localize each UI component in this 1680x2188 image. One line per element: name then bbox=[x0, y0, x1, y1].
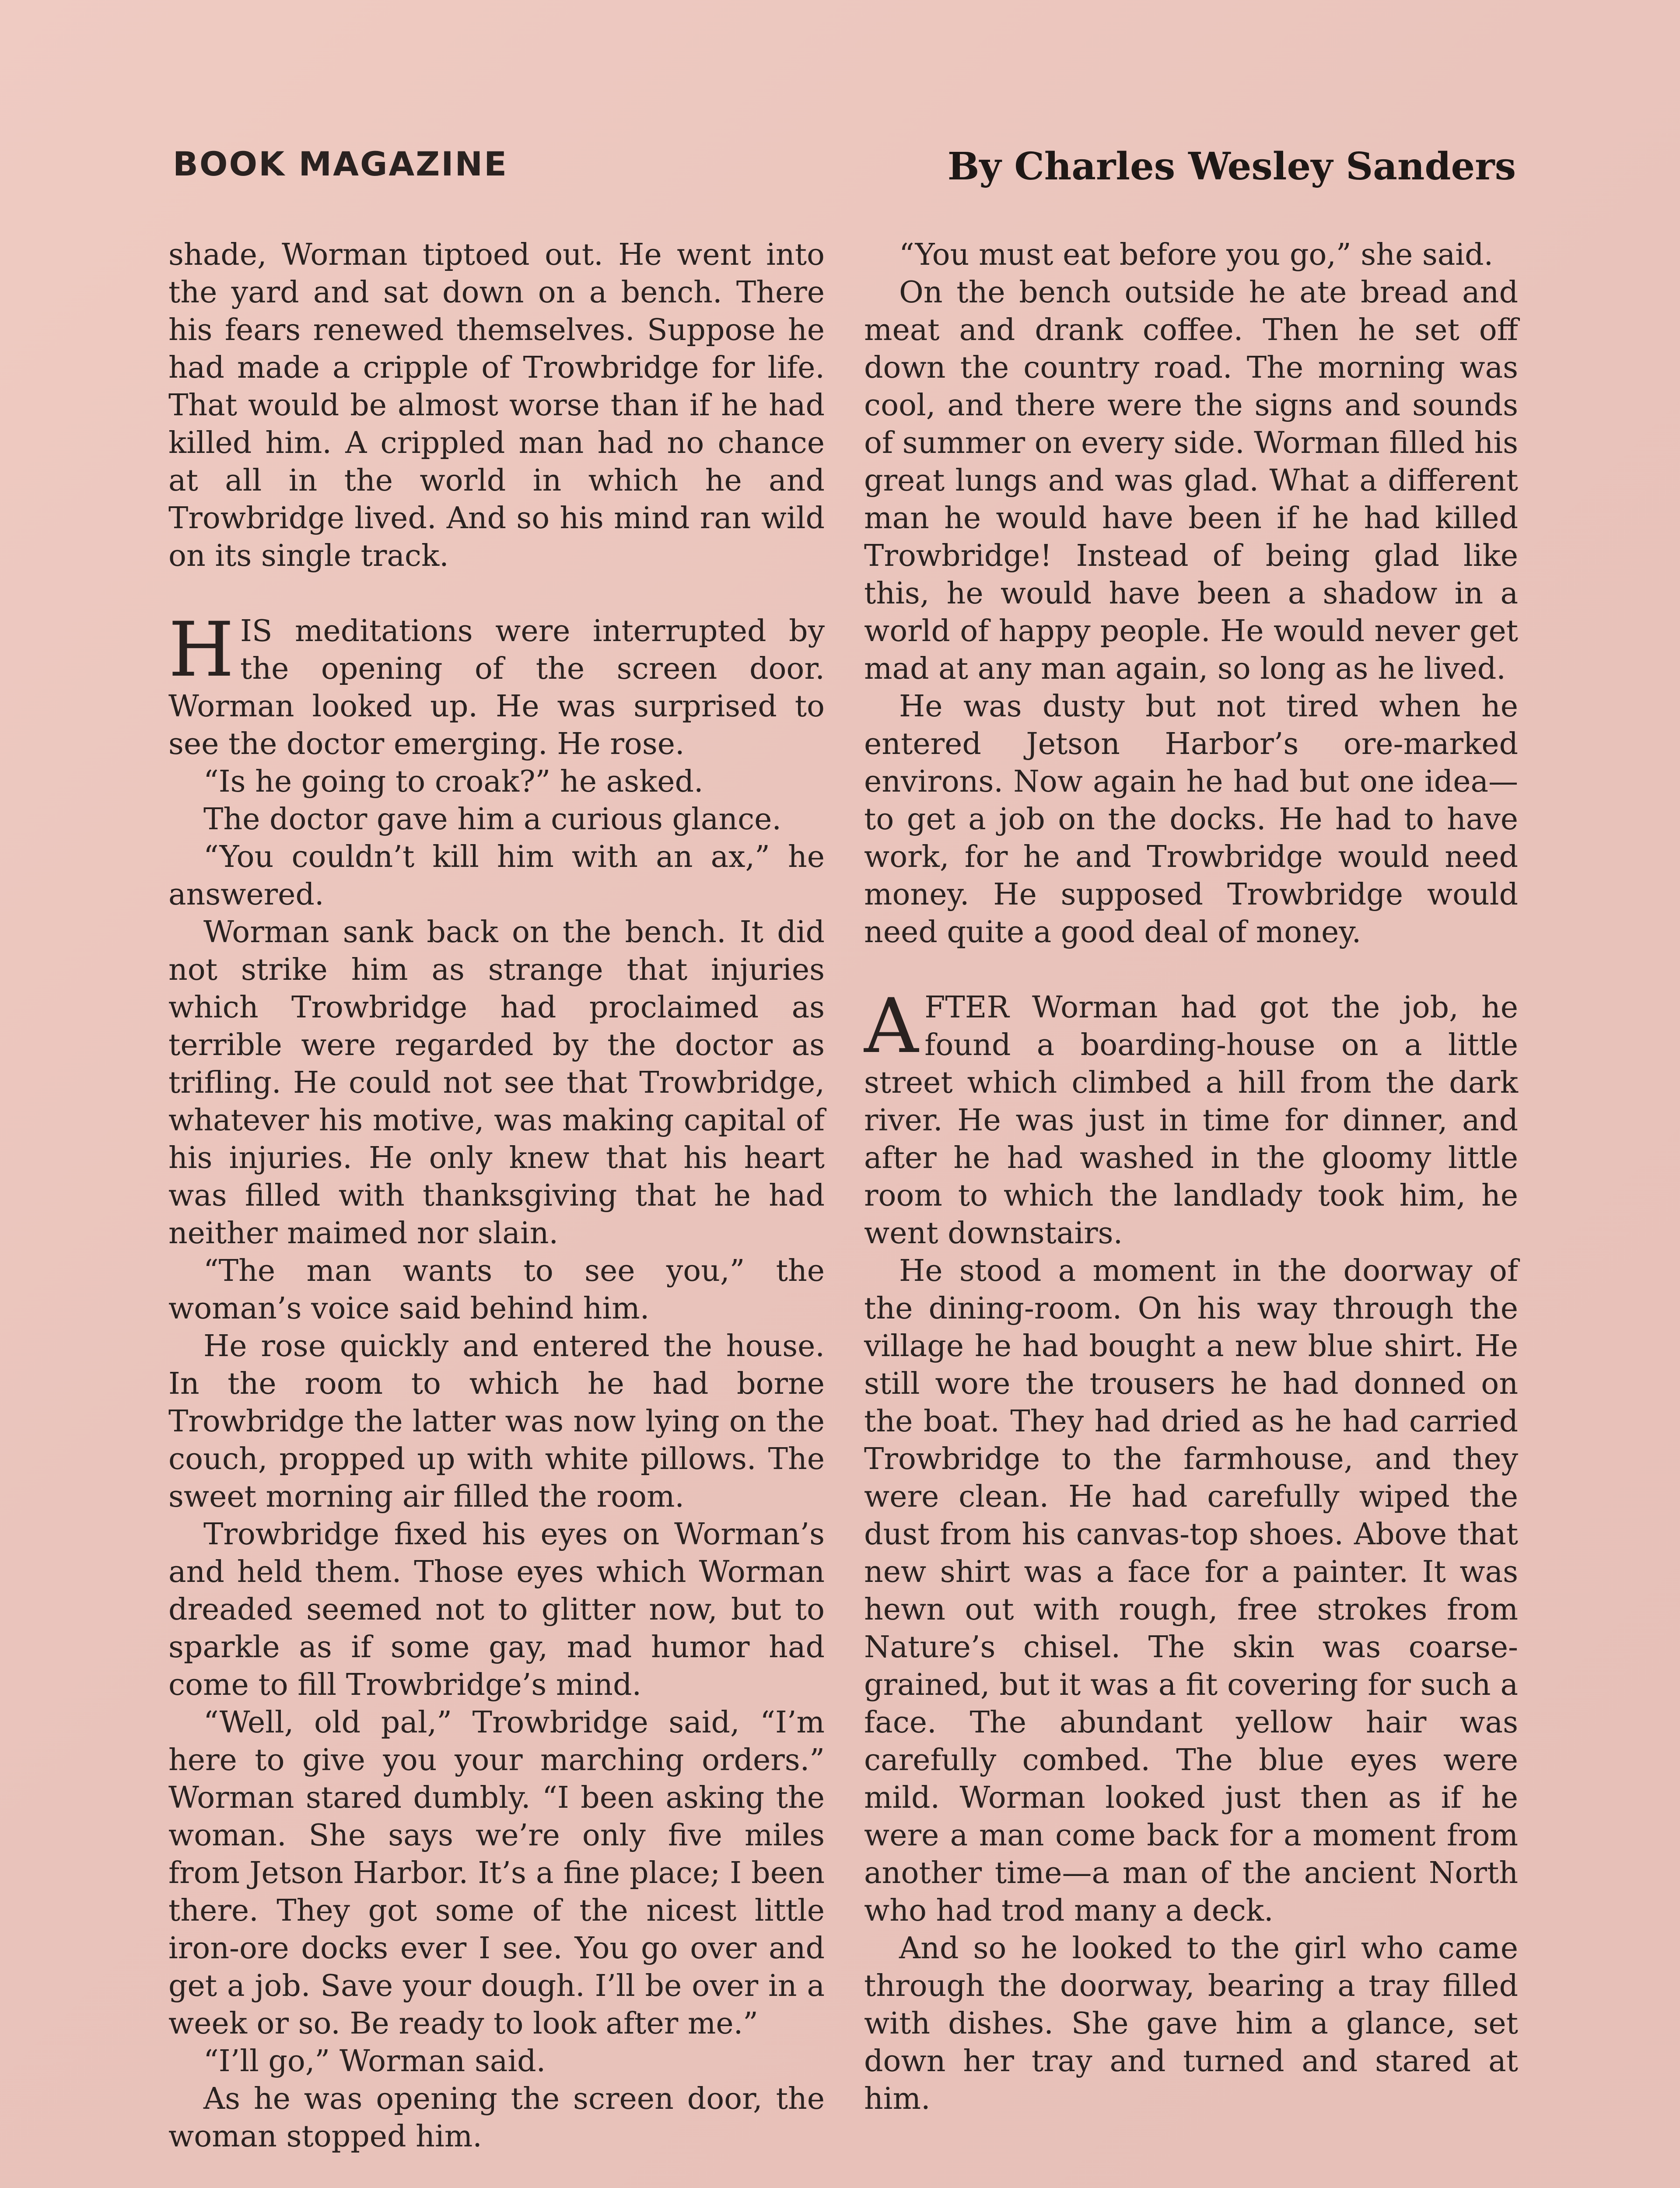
paragraph: “You couldn’t kill him with an ax,” he answered. bbox=[168, 840, 825, 912]
paragraph: Worman sank back on the bench. It did not strike him as strange that injuries which Trowbridge had proclaimed as terrible were regarded by the doctor as trifling. He could not see that Trowbridge, whatever his motive, was making capital of his injuries. He only knew that his heart was filled with thanksgiving that he had neither maimed nor slain. bbox=[168, 915, 825, 1251]
drop-cap: H bbox=[168, 606, 234, 694]
paragraph: He rose quickly and entered the house. In the room to which he had borne Trowbridge the latter was now lying on the couch, propped up with white pillows. The sweet morning air filled the room. bbox=[168, 1329, 825, 1514]
right-column bbox=[864, 236, 1518, 2118]
paragraph: Trowbridge fixed his eyes on Worman’s and held them. Those eyes which Worman dreaded seemed not to glitter now, but to sparkle as if some gay, mad humor had come to fill Trowbridge’s mind. bbox=[168, 1517, 825, 1702]
paragraph: shade, Worman tiptoed out. He went into the yard and sat down on a bench. There his fears renewed themselves. Suppose he had made a cripple of Trowbridge for life. That would be almost worse than if he had killed him. A crippled man had no chance at all in the world in which he and Trowbridge lived. And so his mind ran wild on its single track. bbox=[168, 238, 825, 573]
paragraph-with-dropcap bbox=[864, 982, 1518, 1252]
paragraph: And so he looked to the girl who came through the doorway, bearing a tray filled with dishes. She gave him a glance, set down her tray and turned and stared at him. bbox=[864, 1931, 1518, 2116]
paragraph: “Is he going to croak?” he asked. bbox=[203, 764, 704, 799]
running-head-magazine: BOOK MAGAZINE bbox=[173, 144, 508, 183]
paragraph: He was dusty but not tired when he entered Jetson Harbor’s ore-marked environs. Now again he had but one idea—to get a job on the docks. He had to have work, for he and Trowbridge would need money. He supposed Trowbridge would need quite a good deal of money. bbox=[864, 689, 1518, 950]
paragraph: “You must eat before you go,” she said. bbox=[899, 238, 1494, 272]
paragraph: He stood a moment in the doorway of the dining-room. On his way through the village he had bought a new blue shirt. He still wore the trousers he had donned on the boat. They had dried as he had carried Trowbridge to the farmhouse, and they were clean. He had carefully wiped the dust from his canvas-top shoes. Above that new shirt was a face for a painter. It was hewn out with rough, free strokes from Nature’s chisel. The skin was coarse-grained, but it was a fit covering for such a face. The abundant yellow hair was carefully combed. The blue eyes were mild. Worman looked just then as if he were a man come back for a moment from another time—a man of the ancient North who had trod many a deck. bbox=[864, 1254, 1518, 1928]
paragraph: The doctor gave him a curious glance. bbox=[203, 802, 782, 837]
paragraph: As he was opening the screen door, the woman stopped him. bbox=[168, 2082, 825, 2154]
paragraph-text: IS meditations were interrupted by the opening of the screen door. Worman looked up. He was surprised to see the doctor emerging. He rose. bbox=[168, 614, 825, 761]
paragraph-with-dropcap bbox=[168, 606, 825, 763]
drop-cap: A bbox=[864, 982, 919, 1070]
paragraph: “Well, old pal,” Trowbridge said, “I’m here to give you your marching orders.” Worman stared dumbly. “I been asking the woman. She says we’re only five miles from Jetson Harbor. It’s a fine place; I been there. They got some of the nicest little iron-ore docks ever I see. You go over and get a job. Save your dough. I’ll be over in a week or so. Be ready to look after me.” bbox=[168, 1705, 825, 2041]
paragraph: “The man wants to see you,” the woman’s voice said behind him. bbox=[168, 1254, 825, 1326]
paragraph: “I’ll go,” Worman said. bbox=[203, 2044, 546, 2079]
left-column bbox=[168, 236, 825, 2156]
paragraph: On the bench outside he ate bread and meat and drank coffee. Then he set off down the country road. The morning was cool, and there were the signs and sounds of summer on every side. Worman filled his great lungs and was glad. What a different man he would have been if he had killed Trowbridge! Instead of being glad like this, he would have been a shadow in a world of happy people. He would never get mad at any man again, so long as he lived. bbox=[864, 275, 1519, 686]
paragraph-text: FTER Worman had got the job, he found a boarding-house on a little street which climbed a hill from the dark river. He was just in time for dinner, and after he had washed in the gloomy little room to which the landlady took him, he went downstairs. bbox=[864, 990, 1518, 1251]
running-head-author: By Charles Wesley Sanders bbox=[947, 144, 1516, 189]
